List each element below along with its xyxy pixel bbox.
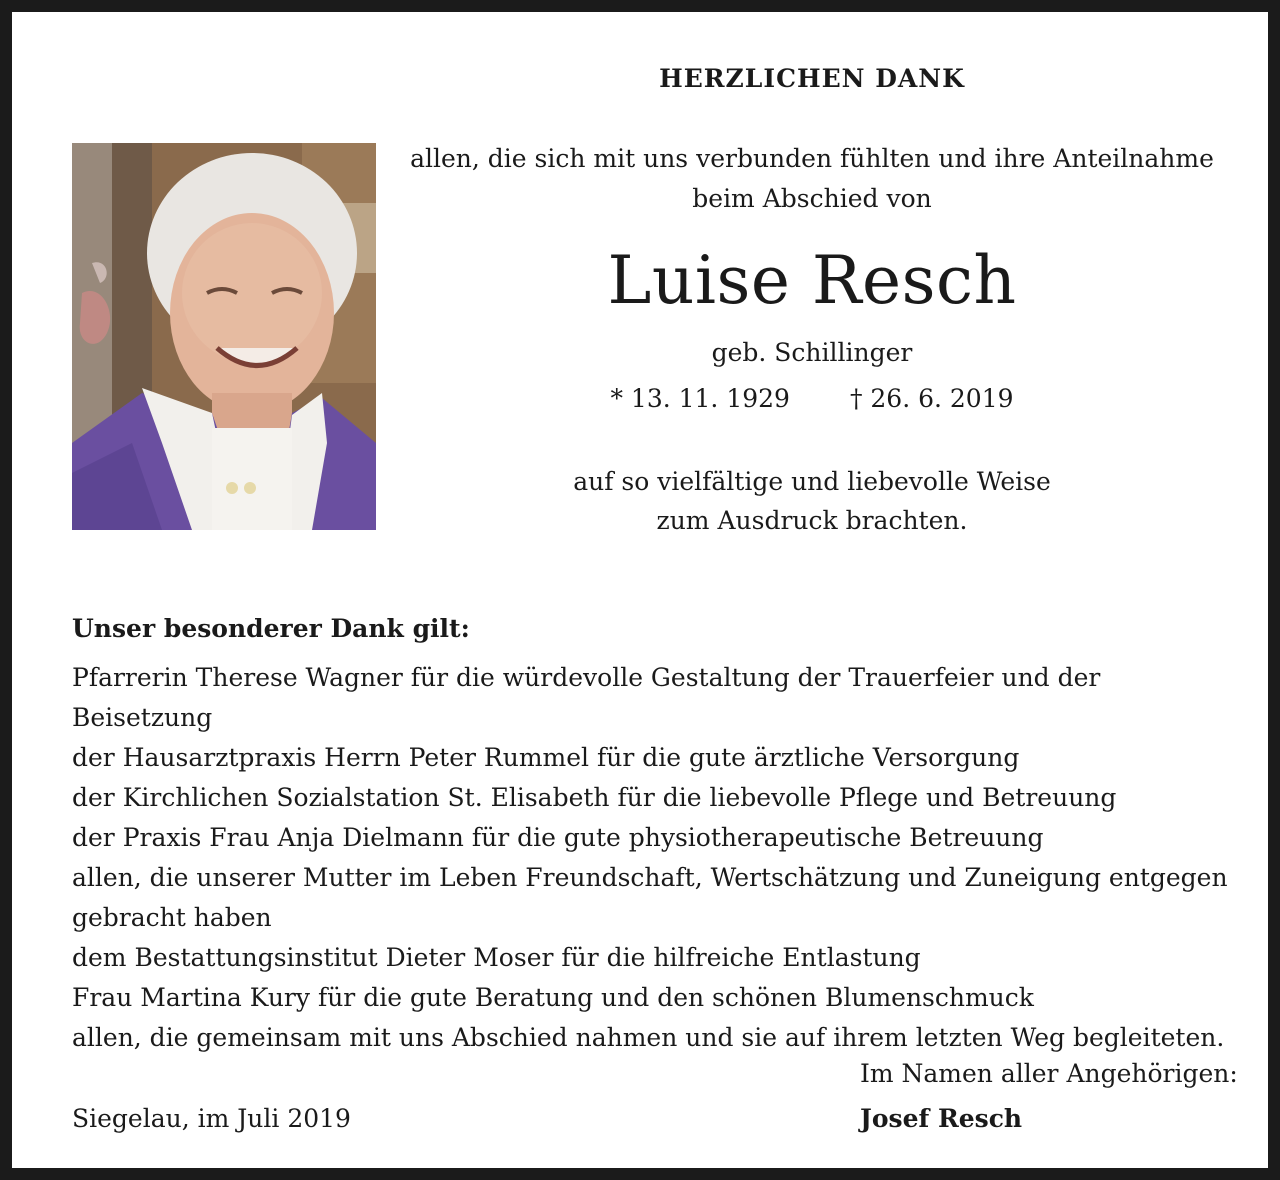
list-item: dem Bestattungsinstitut Dieter Moser für die hilfreiche Entlastung [72,943,921,972]
list-item: der Hausarztpraxis Herrn Peter Rummel für die gute ärztliche Versorgung [72,743,1020,772]
list-item: gebracht haben [72,903,272,932]
deceased-name: Luise Resch [607,242,1017,319]
thanks-title: Unser besonderer Dank gilt: [72,614,470,643]
intro-line: allen, die sich mit uns verbunden fühlten und ihre Anteilnahme [410,144,1214,173]
death-date: † 26. 6. 2019 [849,384,1014,413]
portrait-photo-icon [72,143,376,530]
list-item: Frau Martina Kury für die gute Beratung und den schönen Blumenschmuck [72,983,1034,1012]
signer-name: Josef Resch [860,1104,1023,1133]
behalf-line: Im Namen aller Angehörigen: [860,1059,1238,1088]
list-item: allen, die unserer Mutter im Leben Freundschaft, Wertschätzung und Zuneigung entgegen [72,863,1228,892]
birth-date: * 13. 11. 1929 [610,384,790,413]
list-item: Pfarrerin Therese Wagner für die würdevolle Gestaltung der Trauerfeier und der Beisetzung [72,663,1101,732]
notice-heading: HERZLICHEN DANK [659,64,965,93]
outro-line: auf so vielfältige und liebevolle Weise [573,467,1051,496]
list-item: der Kirchlichen Sozialstation St. Elisabeth für die liebevolle Pflege und Betreuung [72,783,1117,812]
thanks-list [72,658,1242,1058]
outro-text [412,462,1212,540]
life-dates [412,384,1212,413]
intro-text [397,139,1227,219]
place-date: Siegelau, im Juli 2019 [72,1104,351,1133]
maiden-name: geb. Schillinger [711,338,913,367]
list-item: allen, die gemeinsam mit uns Abschied nahmen und sie auf ihrem letzten Weg begleiteten. [72,1023,1225,1052]
outro-line: zum Ausdruck brachten. [656,506,968,535]
list-item: der Praxis Frau Anja Dielmann für die gute physiotherapeutische Betreuung [72,823,1044,852]
intro-line: beim Abschied von [692,184,932,213]
